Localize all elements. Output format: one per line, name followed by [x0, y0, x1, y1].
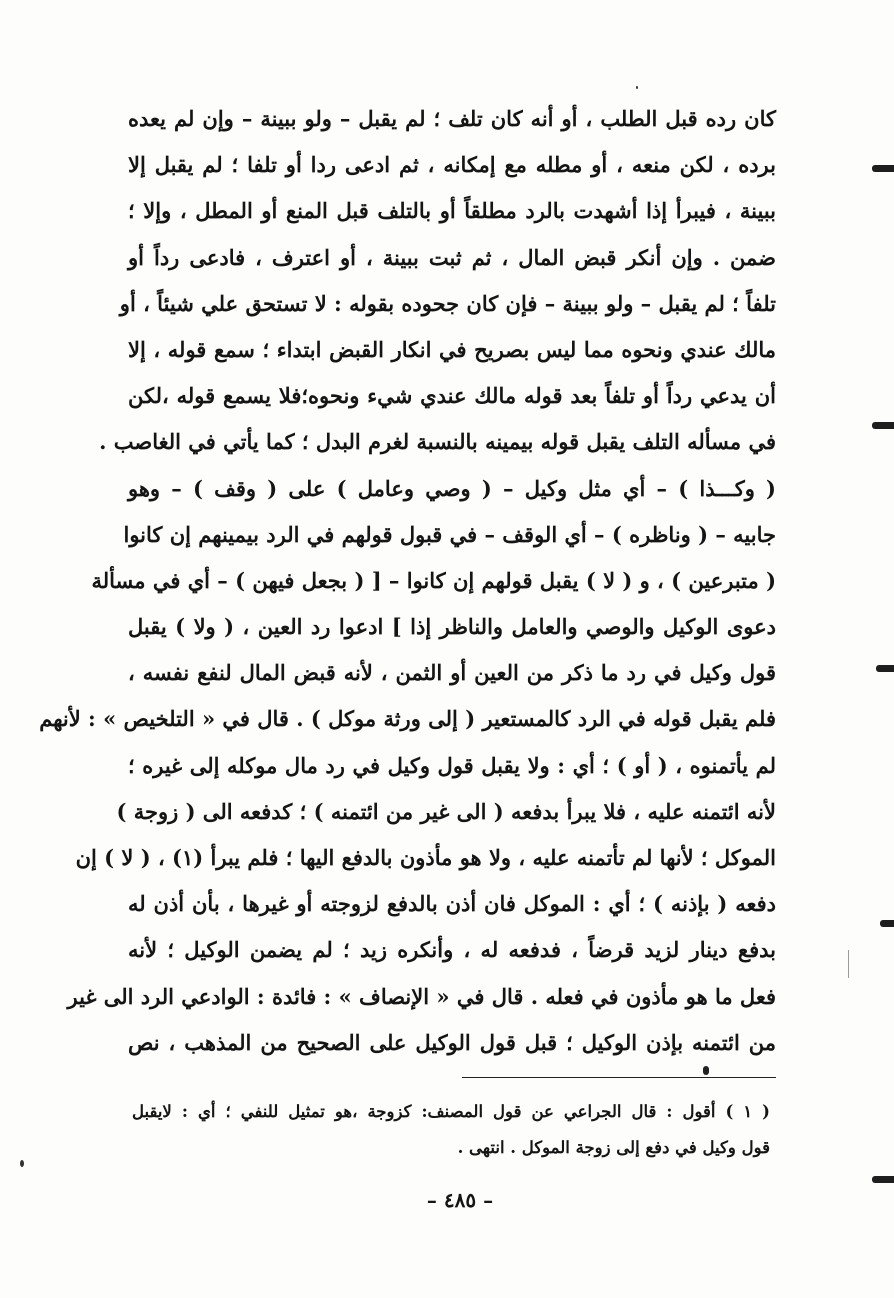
text-line: ( متبرعين ) ، و ( لا ) يقبل قولهم إن كانوا – [ ( بجعل فيهن ) – أي في مسألة [91, 567, 776, 593]
binding-mark [880, 920, 894, 927]
text-line: فعل ما هو مأذون في فعله . قال في « الإنصاف » : فائدة : الوادعي الرد الى غير [67, 983, 776, 1009]
binding-mark [872, 422, 894, 429]
scan-speck [20, 1160, 24, 1167]
text-line: ( وكـــذا ) – أي مثل وكيل – ( وصي وعامل ) على ( وقف ) – وهو [128, 475, 776, 501]
text-line: دعوى الوكيل والوصي والعامل والناظر إذا ] ادعوا رد العين ، ( ولا ) يقبل [128, 614, 776, 640]
text-line: كان رده قبل الطلب ، أو أنه كان تلف ؛ لم يقبل – ولو ببينة – وإن لم يعده [128, 106, 776, 131]
text-line: فلم يقبل قوله في الرد كالمستعير ( إلى ورثة موكل ) . قال في « التلخيص » : لأنهم [39, 706, 776, 732]
text-line: من ائتمنه بإذن الوكيل ؛ قبل قول الوكيل على الصحيح من المذهب ، نص [128, 1029, 776, 1055]
binding-mark [872, 165, 894, 172]
footnotes [132, 1094, 770, 1166]
binding-mark [872, 1176, 894, 1183]
binding-mark [876, 665, 894, 672]
footnote-line: قول وكيل في دفع إلى زوجة الموكل . انتهى . [457, 1138, 770, 1157]
text-line: ببينة ، فيبرأ إذا أشهدت بالرد مطلقاً أو بالتلف قبل المنع أو المطل ، وإلا ؛ [128, 198, 776, 224]
text-line: الموكل ؛ لأنها لم تأتمنه عليه ، ولا هو مأذون بالدفع اليها ؛ فلم يبرأ (١) ، ( لا ) إن [75, 845, 776, 870]
body-text [39, 96, 776, 1066]
text-line: جابيه – ( وناظره ) – أي الوقف – في قبول قولهم في الرد بيمينهم إن كانوا [123, 521, 776, 547]
text-line: أن يدعي رداً أو تلفاً بعد قوله مالك عندي شيء ونحوه؛فلا يسمع قوله ،لكن [128, 383, 776, 409]
text-line: برده ، لكن منعه ، أو مطله مع إمكانه ، ثم ادعى ردا أو تلفا ؛ لم يقبل إلا [128, 152, 776, 178]
text-line: دفعه ( بإذنه ) ؛ أي : الموكل فان أذن بالدفع لزوجته أو غيرها ، بأن أذن له [128, 891, 776, 917]
footnote-separator [462, 1077, 776, 1078]
scan-stroke [848, 950, 849, 978]
text-line: بدفع دينار لزيد قرضاً ، فدفعه له ، وأنكره زيد ؛ لم يضمن الوكيل ؛ لأنه [128, 937, 776, 963]
footnote-marker-dot [703, 1066, 709, 1075]
text-line: مالك عندي ونحوه مما ليس بصريح في انكار القبض ابتداء ؛ سمع قوله ، إلا [128, 336, 776, 362]
scan-speck [636, 86, 638, 89]
text-line: في مسأله التلف يقبل قوله بيمينه بالنسبة لغرم البدل ؛ كما يأتي في الغاصب . [99, 429, 776, 455]
footnote-line: ( ١ ) أقول : قال الجراعي عن قول المصنف: كزوجة ،هو تمثيل للنفي ؛ أي : لايقبل [132, 1102, 770, 1121]
page-number: – ٤٨٥ – [426, 1188, 494, 1212]
text-line: قول وكيل في رد ما ذكر من العين أو الثمن ، لأنه قبض المال لنفع نفسه ، [128, 660, 776, 686]
text-line: ضمن . وإن أنكر قبض المال ، ثم ثبت ببينة ، أو اعترف ، فادعى رداً أو [128, 244, 776, 270]
text-line: تلفاً ؛ لم يقبل – ولو ببينة – فإن كان جحوده بقوله : لا تستحق علي شيئاً ، أو [119, 290, 776, 316]
text-line: لم يأتمنوه ، ( أو ) ؛ أي : ولا يقبل قول وكيل في رد مال موكله إلى غيره ؛ [128, 752, 776, 778]
text-line: لأنه ائتمنه عليه ، فلا يبرأ بدفعه ( الى غير من ائتمنه ) ؛ كدفعه الى ( زوجة ) [116, 798, 776, 824]
